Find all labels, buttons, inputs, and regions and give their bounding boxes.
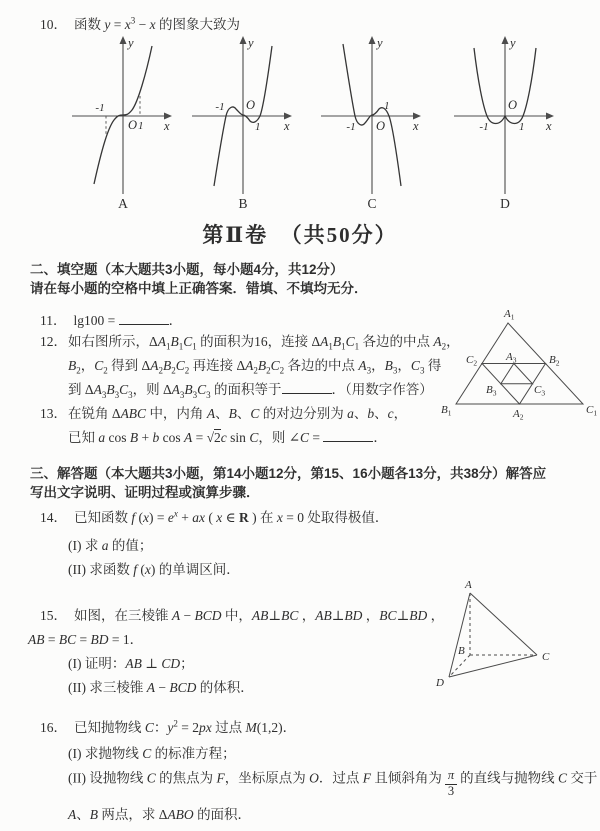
y-axis-arrow — [502, 36, 509, 44]
vertex-label-b: B — [458, 645, 465, 657]
vertex-label-a3: $A_3$ — [506, 351, 517, 365]
option-label-c: C — [367, 196, 377, 211]
question-16-part-1: (I) 求抛物线 C 的标准方程； — [68, 746, 236, 761]
vertex-label-a2: $A_2$ — [513, 408, 524, 421]
tick-label-neg1: -1 — [479, 121, 489, 133]
vertex-label-a1: $A_1$ — [504, 308, 515, 322]
question-15-part-2: (II) 求三棱锥 A − BCD 的体积． — [68, 680, 254, 695]
axis-label-y: y — [128, 36, 134, 50]
y-axis-arrow — [240, 36, 247, 44]
question-10-number: 10． — [40, 17, 67, 32]
vertex-label-b3: $B_3$ — [486, 384, 497, 398]
question-10 — [40, 16, 240, 34]
y-axis-arrow — [120, 36, 127, 44]
question-15-line-2: AB = BC = BD = 1． — [28, 632, 144, 647]
figure-nested-triangles — [440, 303, 598, 421]
axis-label-x: x — [284, 119, 290, 133]
question-14-part-1: (I) 求 a 的值； — [68, 538, 153, 553]
vertex-label-c3: $C_3$ — [534, 384, 546, 398]
section-2-header: 二、填空题（本大题共3小题，每小题4分，共12分） — [30, 262, 344, 277]
tick-label-pos1: 1 — [519, 121, 525, 133]
origin-label: O — [128, 118, 138, 132]
question-16-part-2-continued: A、B 两点，求 ΔABO 的面积． — [68, 807, 252, 822]
figure-tetrahedron — [432, 578, 597, 693]
axis-label-x: x — [546, 119, 552, 133]
graph-option-b — [178, 34, 308, 212]
graph-option-d — [440, 34, 570, 212]
tick-label-pos1: 1 — [255, 121, 261, 133]
question-16-stem: 已知抛物线 C：$y^2 = 2px$ 过点 M(1,2)． — [74, 718, 297, 735]
axis-label-y: y — [510, 36, 516, 50]
part-2-title: 第Ⅱ卷 （共50分） — [202, 223, 398, 247]
option-label-a: A — [118, 196, 128, 211]
question-15-stem: 如图，在三棱锥 A − BCD 中，AB⊥BC ，AB⊥BD ，BC⊥BD ， — [74, 608, 445, 623]
tick-label-neg1: -1 — [346, 121, 356, 133]
question-16 — [40, 719, 296, 737]
edge-ac — [470, 593, 537, 655]
question-14-number: 14． — [40, 510, 67, 525]
vertex-label-c1: $C_1$ — [586, 404, 598, 418]
question-11-stem: lg100 = ． — [73, 313, 183, 329]
question-12-number: 12． — [40, 334, 67, 349]
inner-triangle — [501, 364, 533, 384]
question-15-part-1: (I) 证明：AB ⊥ CD； — [68, 656, 194, 671]
question-13-number: 13． — [40, 406, 67, 421]
question-15 — [40, 607, 444, 625]
question-12-line-2: $B_2$，$C_2$ 得到 $\Delta A_2B_2C_2$ 再连接 $\Delta A_2B_2C_2$ 各边的中点 $A_3$，$B_3$，$C_3$ 得 — [68, 358, 442, 376]
origin-label: O — [376, 119, 386, 133]
axis-label-y: y — [248, 36, 254, 50]
option-label-b: B — [238, 196, 248, 211]
question-15-number: 15． — [40, 608, 67, 623]
edge-ad — [449, 593, 470, 677]
vertex-label-c2: $C_2$ — [466, 354, 478, 368]
vertex-label-c: C — [542, 651, 550, 663]
tick-label-pos1: 1 — [384, 100, 390, 112]
vertex-label-a: A — [465, 579, 472, 591]
question-12-line-3: 到 $\Delta A_3B_3C_3$，则 $\Delta A_3B_3C_3$ 的面积等于 ．（用数字作答） — [68, 382, 433, 400]
origin-label: O — [246, 98, 256, 112]
question-13-line-2: 已知 a cos B + b cos A = √2c sin C，则 ∠C = ． — [68, 430, 387, 446]
vertex-label-b2: $B_2$ — [549, 354, 560, 368]
question-14-stem: 已知函数 f $(x) = e^x$ + ax ( x ∈ R ) 在 x = 0 处取得极值． — [74, 508, 389, 525]
axis-label-x: x — [413, 119, 419, 133]
origin-label: O — [508, 98, 518, 112]
question-10-stem: 函数 $y = x^3 - x$ 的图象大致为 — [74, 15, 240, 32]
graph-option-c — [307, 34, 437, 212]
vertex-label-d: D — [436, 677, 444, 689]
vertex-label-b1: $B_1$ — [441, 404, 452, 418]
question-14 — [40, 509, 388, 527]
tick-label-neg1: -1 — [215, 101, 225, 113]
question-11-number: 11． — [40, 313, 67, 329]
tick-label-neg1: -1 — [95, 102, 105, 114]
section-3-header: 三、解答题（本大题共3小题，第14小题12分，第15、16小题各13分，共38分）解答应 — [30, 466, 547, 481]
question-16-part-2: (II) 设抛物线 C 的焦点为 F，坐标原点为 O．过点 F 且倾斜角为 $\frac{\pi}{3}$ 的直线与抛物线 C 交于 — [68, 768, 598, 798]
option-label-d: D — [500, 196, 510, 211]
question-11 — [40, 312, 182, 330]
y-axis-arrow — [369, 36, 376, 44]
question-14-part-2: (II) 求函数 f (x) 的单调区间． — [68, 562, 240, 577]
edge-dc — [449, 655, 537, 677]
axis-label-y: y — [377, 36, 383, 50]
tick-label-pos1: 1 — [138, 120, 144, 132]
section-3-header-line-2: 写出文字说明、证明过程或演算步骤． — [30, 485, 260, 500]
question-12-line-1: 如右图所示，$\Delta A_1B_1C_1$ 的面积为16，连接 $\Delta A_1B_1C_1$ 各边的中点 $A_2$， — [68, 334, 460, 352]
axis-label-x: x — [164, 119, 170, 133]
graph-option-a — [58, 34, 188, 212]
question-13-line-1: 在锐角 ΔABC 中，内角 A、B、C 的对边分别为 a、b、c， — [68, 406, 408, 421]
section-2-instructions: 请在每小题的空格中填上正确答案．错填、不填均无分． — [30, 281, 368, 296]
question-16-number: 16． — [40, 720, 67, 735]
